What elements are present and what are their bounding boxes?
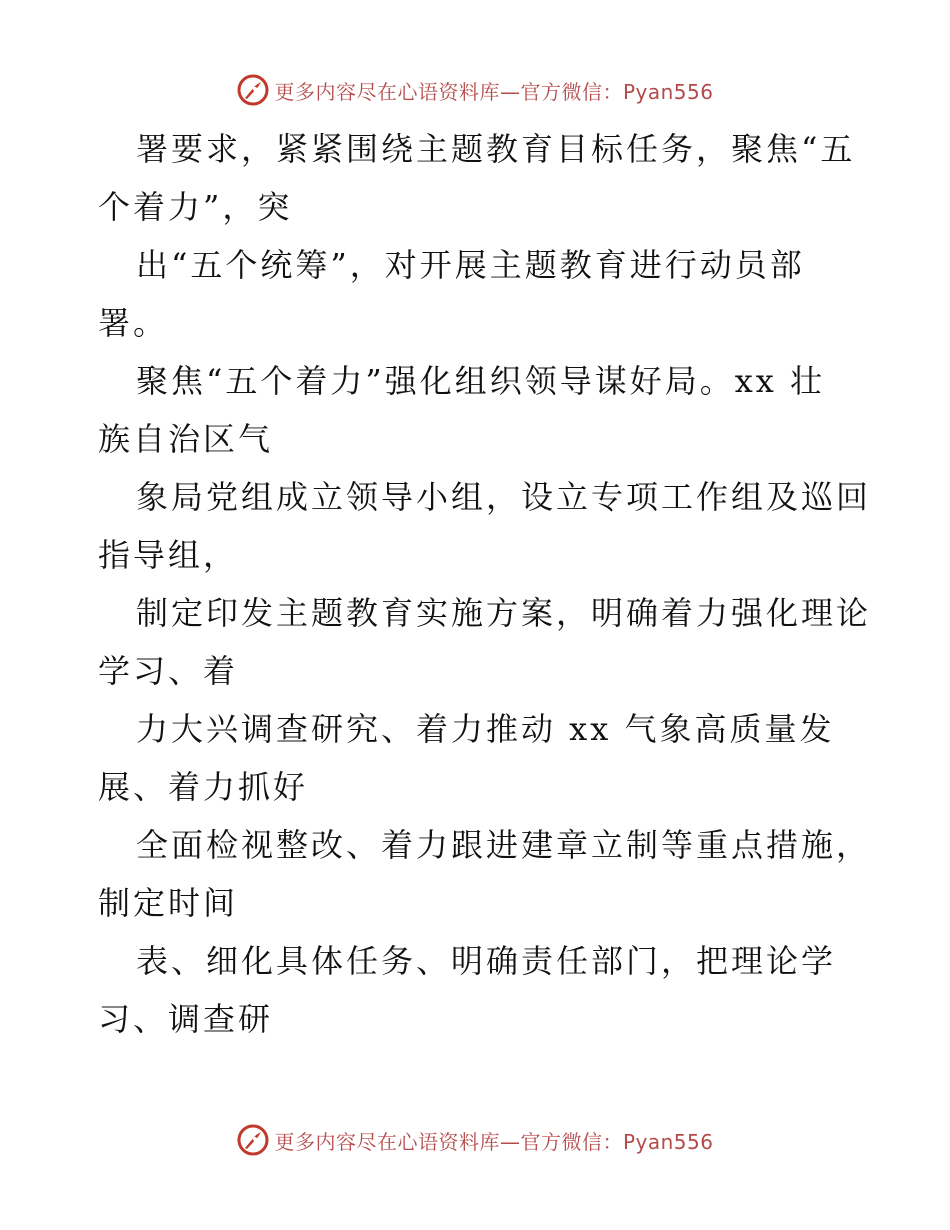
text-line: 制定印发主题教育实施方案，明确着力强化理论 [136,594,872,632]
footer-banner [0,1120,950,1160]
header-banner [0,70,950,110]
text-line: 全面检视整改、着力跟进建章立制等重点措施， [136,826,872,864]
text-line: 学习、着 [98,652,239,690]
footer-banner-text: 更多内容尽在心语资料库—官方微信：Pyan556 [274,1129,714,1154]
text-line: 展、着力抓好 [98,768,309,806]
text-line: 署要求，紧紧围绕主题教育目标任务，聚焦“五 [136,130,856,168]
document-body [98,120,872,1048]
text-line: 出“五个统筹”，对开展主题教育进行动员部 [136,246,805,284]
pen-nib-logo-icon [236,73,270,107]
text-line: 聚焦“五个着力”强化组织领导谋好局。xx 壮 [136,362,825,400]
pen-nib-logo-icon [236,1123,270,1157]
header-banner-text: 更多内容尽在心语资料库—官方微信：Pyan556 [274,79,714,104]
text-line: 族自治区气 [98,420,274,458]
text-line: 制定时间 [98,884,239,922]
text-line: 习、调查研 [98,1000,274,1038]
text-line: 指导组， [98,536,239,574]
text-line: 象局党组成立领导小组，设立专项工作组及巡回 [136,478,872,516]
text-line: 个着力”，突 [98,188,293,226]
text-line: 力大兴调查研究、着力推动 xx 气象高质量发 [136,710,835,748]
text-line: 署。 [98,304,169,342]
text-line: 表、细化具体任务、明确责任部门，把理论学 [136,942,837,980]
